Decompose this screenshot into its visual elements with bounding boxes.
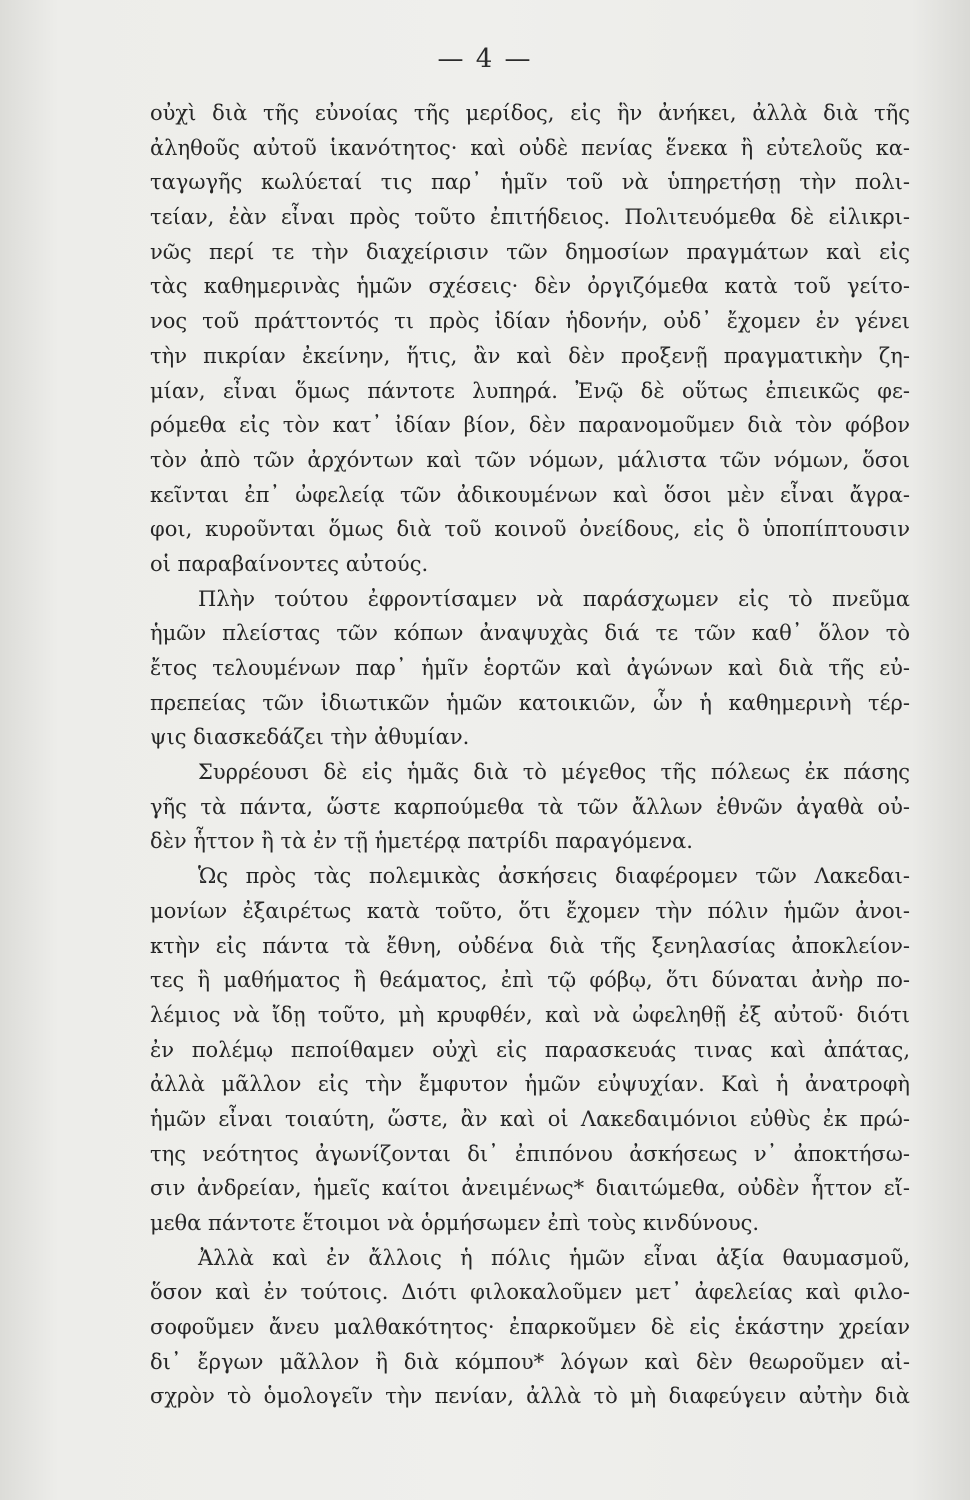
text-line: τὰς καθημερινὰς ἡμῶν σχέσεις· δὲν ὀργιζόμεθα κατὰ τοῦ γείτο- (150, 274, 910, 299)
text-line: τείαν, ἐὰν εἶναι πρὸς τοῦτο ἐπιτήδειος. Πολιτευόμεθα δὲ εἰλικρι- (150, 205, 910, 230)
text-line: δι᾽ ἔργων μᾶλλον ἢ διὰ κόμπου* λόγων καὶ δὲν θεωροῦμεν αἰ- (150, 1349, 910, 1374)
text-line: Ἀλλὰ καὶ ἐν ἄλλοις ἡ πόλις ἡμῶν εἶναι ἀξία θαυμασμοῦ, (198, 1245, 910, 1270)
text-line: φοι, κυροῦνται ὅμως διὰ τοῦ κοινοῦ ὀνείδους, εἰς ὃ ὑποπίπτουσιν (150, 517, 910, 542)
text-line: νῶς περί τε τὴν διαχείρισιν τῶν δημοσίων πραγμάτων καὶ εἰς (150, 239, 910, 264)
text-line: Πλὴν τούτου ἐφροντίσαμεν νὰ παράσχωμεν εἰς τὸ πνεῦμα (198, 586, 910, 611)
page-number: — 4 — (437, 44, 533, 74)
text-line: μεθα πάντοτε ἕτοιμοι νὰ ὁρμήσωμεν ἐπὶ τοὺς κινδύνους. (150, 1211, 760, 1235)
text-line: ἡμῶν πλείστας τῶν κόπων ἀναψυχὰς διά τε τῶν καθ᾽ ὅλον τὸ (150, 621, 910, 646)
text-line: ψις διασκεδάζει τὴν ἀθυμίαν. (150, 725, 470, 750)
text-line: Συρρέουσι δὲ εἰς ἡμᾶς διὰ τὸ μέγεθος τῆς πόλεως ἐκ πάσης (198, 760, 910, 785)
text-line: τες ἢ μαθήματος ἢ θεάματος, ἐπὶ τῷ φόβῳ, ὅτι δύναται ἀνὴρ πο- (150, 968, 910, 993)
text-line: της νεότητος ἀγωνίζονται δι᾽ ἐπιπόνου ἀσκήσεως ν᾽ ἀποκτήσω- (150, 1141, 910, 1166)
text-line: ἀληθοῦς αὐτοῦ ἱκανότητος· καὶ οὐδὲ πενίας ἕνεκα ἢ εὐτελοῦς κα- (150, 135, 910, 160)
text-line: νος τοῦ πράττοντός τι πρὸς ἰδίαν ἡδονήν, οὐδ᾽ ἔχομεν ἐν γένει (150, 309, 910, 334)
text-line: μονίων ἐξαιρέτως κατὰ τοῦτο, ὅτι ἔχομεν τὴν πόλιν ἡμῶν ἀνοι- (150, 898, 910, 923)
text-line: κεῖνται ἐπ᾽ ὠφελείᾳ τῶν ἀδικουμένων καὶ ὅσοι μὲν εἶναι ἄγρα- (150, 482, 910, 507)
text-line: ἔτος τελουμένων παρ᾽ ἡμῖν ἑορτῶν καὶ ἀγώνων καὶ διὰ τῆς εὐ- (150, 656, 910, 680)
text-line: ὅσον καὶ ἐν τούτοις. Διότι φιλοκαλοῦμεν μετ᾽ ἀφελείας καὶ φιλο- (150, 1280, 910, 1305)
text-line: γῆς τὰ πάντα, ὥστε καρπούμεθα τὰ τῶν ἄλλων ἐθνῶν ἀγαθὰ οὐ- (150, 794, 910, 819)
text-line: οἱ παραβαίνοντες αὐτούς. (150, 551, 429, 576)
text-line: Ὡς πρὸς τὰς πολεμικὰς ἀσκήσεις διαφέρομεν τῶν Λακεδαι- (198, 864, 910, 889)
text-line: μίαν, εἶναι ὅμως πάντοτε λυπηρά. Ἐνῷ δὲ οὕτως ἐπιεικῶς φε- (150, 378, 910, 403)
text-line: ἐν πολέμῳ πεποίθαμεν οὐχὶ εἰς παρασκευάς τινας καὶ ἀπάτας, (150, 1037, 910, 1062)
text-line: δὲν ἧττον ἢ τὰ ἐν τῇ ἡμετέρᾳ πατρίδι παραγόμενα. (150, 829, 693, 854)
text-line: ρόμεθα εἰς τὸν κατ᾽ ἰδίαν βίον, δὲν παρανομοῦμεν διὰ τὸν φόβον (150, 413, 910, 438)
text-line: σοφοῦμεν ἄνευ μαλθακότητος· ἐπαρκοῦμεν δὲ εἰς ἑκάστην χρείαν (150, 1315, 910, 1340)
text-line: οὐχὶ διὰ τῆς εὐνοίας τῆς μερίδος, εἰς ἣν ἀνήκει, ἀλλὰ διὰ τῆς (150, 101, 910, 125)
text-line: σχρὸν τὸ ὁμολογεῖν τὴν πενίαν, ἀλλὰ τὸ μὴ διαφεύγειν αὐτὴν διὰ (150, 1384, 910, 1409)
body-text (150, 96, 910, 1414)
text-line: ἡμῶν εἶναι τοιαύτη, ὥστε, ἂν καὶ οἱ Λακεδαιμόνιοι εὐθὺς ἐκ πρώ- (150, 1106, 910, 1131)
text-line: κτὴν εἰς πάντα τὰ ἔθνη, οὐδένα διὰ τῆς ξενηλασίας ἀποκλείον- (150, 933, 910, 958)
text-line: σιν ἀνδρείαν, ἡμεῖς καίτοι ἀνειμένως* διαιτώμεθα, οὐδὲν ἧττον εἴ- (150, 1176, 910, 1201)
text-line: ἀλλὰ μᾶλλον εἰς τὴν ἔμφυτον ἡμῶν εὐψυχίαν. Καὶ ἡ ἀνατροφὴ (150, 1072, 910, 1097)
text-line: τὸν ἀπὸ τῶν ἀρχόντων καὶ τῶν νόμων, μάλιστα τῶν νόμων, ὅσοι (150, 447, 910, 472)
text-line: πρεπείας τῶν ἰδιωτικῶν ἡμῶν κατοικιῶν, ὧν ἡ καθημερινὴ τέρ- (150, 690, 910, 715)
text-line: λέμιος νὰ ἴδῃ τοῦτο, μὴ κρυφθέν, καὶ νὰ ὠφεληθῇ ἐξ αὐτοῦ· διότι (150, 1002, 910, 1027)
text-line: ταγωγῆς κωλύεταί τις παρ᾽ ἡμῖν τοῦ νὰ ὑπηρετήσῃ τὴν πολι- (150, 170, 910, 195)
text-line: τὴν πικρίαν ἐκείνην, ἥτις, ἂν καὶ δὲν προξενῇ πραγματικὴν ζη- (150, 343, 910, 368)
